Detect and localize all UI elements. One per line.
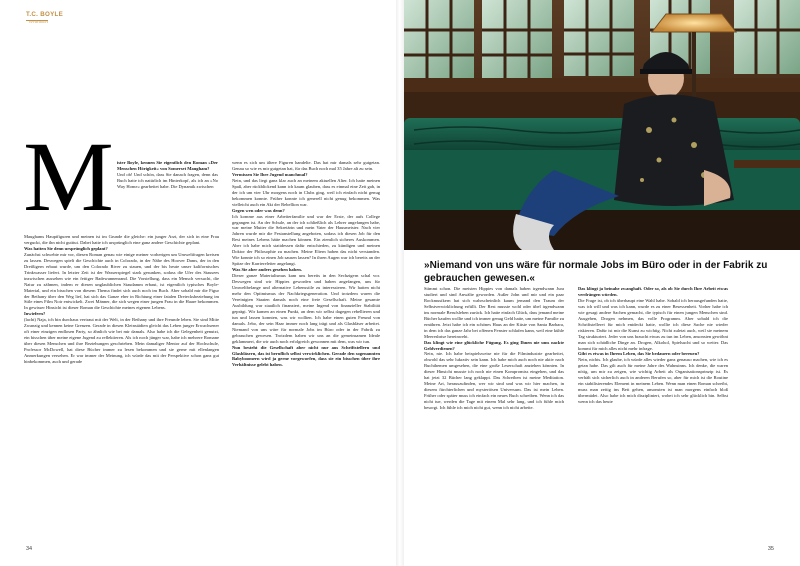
interview-answer: Maughams Hauptfiguren und meinen ist im Grunde die gleiche: ein junger Arzt, der sich in eine Frau verguckt, die ihn nicht gutttut. Dabei hatte ich ursprünglich eine ganz andere Geschichte geplant. [24,234,219,245]
intro-column [117,160,218,234]
window-panes [404,0,800,80]
column-left-2 [232,160,380,540]
interview-question: Nun besteht die Gesellschaft aber nicht nur aus Schriftstellern und Glasbläsern, das ist beruflich selbst verwirklichen. Gerade den sogenannten Babyboomern wird ja gerne vorgeworfen, dass sie ein bisschen über ihre Verhältnisse gelebt haben. [232,344,380,368]
interview-answer: (lacht) Naja, ich bin durchaus vertraut mit der Welt, in der Bethany und ihre Freunde leben. Sie sind Mitte Zwanzig und kennen keine Grenzen. Gerade in diesen Kleinstädten gleicht das Leben junger Erwachsener oft einer einzigen endlosen Party, so ähnlich wie bei mir damals. Also habe ich die Gelegenheit genutzt, ein bisschen über meine eigene Jugend zu reflektieren. Als ich noch jünger war, habe ich mehrere Romane über diesen Menschen und ihre Beziehungen geschrieben. Mein damaliger Mentor auf der Hochschule, Professor McDowell, hat diese Bücher immer zu lesen bekommen und sie gerne mit ellenlangen Anmerkungen versehen. Er war immer der Meinung, ich würde das mit der Perspektive schon ganz gut hinbekommen, auch und gerade [24,317,219,365]
interview-answer: Ich komme aus einer Arbeiterfamilie und war der Erste, der aufs College gegangen ist. An der Schule, an der ich schließlich als Lehrer angefangen habe, war meine Mutter die Sekretärin und mein Vater der Hausmeister. Nach vier Jahren wurde mir die Festanstellung angeboten, sodass ich diesen Job für den Rest meines Lebens hätte machen können. Ein ziemlich sicheres Auskommen. Aber ich habe mich stattdessen dafür entschieden, zu kündigen und meinen Doktor der Philosophie zu machen. Meine Eltern haben das nicht verstanden. Wie konnte ich so einen Job sausen lassen? In ihren Augen war ich bereits an der Spitze der Karriereleiter angelangt. [232,213,380,267]
interview-question: Das klingt ja beinahe zwanghaft. Oder so, als ob Sie durch Ihre Arbeit etwas verdrängen würden. [578,286,728,297]
interview-answer: Nein, nie. Ich habe beispielsweise nie für die Filmindustrie gearbeitet, obwohl das sehr lukrativ sein kann. Ich habe mich auch noch nie aktiv nach Buchthemen umgesehen, die eine große Leserschaft anziehen könnten. In dieser Hinsicht musste ich noch nie einen Kompromiss eingehen, und das hat jetzt 32 Bücher lang geklappt. Das Schreiben ist meine Meditation. Meine Art, herauszufinden, wer wir sind und was wir hier machen, in diesem fürchterlichen und mysteriösen Universum. Das ist mein Leben. Früher oder später muss ich einfach ein neues Buch schreiben. Wenn ich das nicht tue, werden die Tage mit einem Mal sehr lang, und ich fühle mich besorgt. Ich fühle ich mich nicht gut, wenn ich nicht arbeite. [424,351,564,411]
column-right-1 [424,286,564,544]
interview-question: Inwiefern? [24,311,46,317]
interview-question: Vermissen Sie Ihre Jugend manchmal? [232,171,308,177]
section-label: T.C. BOYLE [26,11,64,18]
interview-answer: Zunächst schwebte mir vor, diesen Roman genau wie einige meiner vorherigen um Umweltfragen kreisen zu lassen. Deswegen spielt die Geschichte auch in Colorado, in der Nähe des Hoover Dams, der in den Dreißigern erbaut wurde, um den Colorado River zu stauen, und der bis heute unser kalifornisches Trinkwasser liefert. In letzter Zeit ist der Wasserspiegel stark gesunken, sodass die Ufer des Stausees inzwischen aussehen wie ein fettiger Badewannenrand. Die Vorstellung, dass ein Mensch versucht, die Natur zu zähmen, indem er diesen unglaublichen Staudamm erbaut, ist eigentlich typisches Boyle-Material, und ein bisschen von diesem Thema findet sich auch noch im Buch. Aber sobald mir die Figur der Bethany über den Weg lief, hat sich das Ganze eher in Richtung einer fatalen Dreiecksbeziehung im Stile eines Film Noir entwickelt. Zwei Männer, die sich wegen einer jungen Frau in die Haare bekommen. In gewisser Hinsicht ist dieser Roman die Geschichte meines eigenen Lebens. [24,251,219,311]
page-number-right: 35 [767,546,774,552]
column-left-1 [24,234,219,539]
interview-answer: Dieser ganze Materialismus kam uns bereits in den Sechzigern schal vor. Deswegen sind wir Hippies geworden und haben angefangen, uns für Umweltbelange und alternative Lebensstile zu interessieren. Wir hatten nicht mehr den Optimismus der Nachkriegsgeneration. Und trotzdem waren die Vereinigten Staaten damals noch eine freie Gesellschaft. Meine gesamte Ausbildung war staatlich finanziert, meine Ingend von finanzieller Stabilität geprägt. Wir kamen an einen Punkt, an dem wir selbst dagegen rebellieren und tun und lassen konnten, was wir wollten. Ich habe einen guten Freund von damals. Jebo, der sein Haar immer noch lang trägt und als Glasbläser arbeitet. Niemand von uns wäre für normale Jobs im Büro oder in der Fabrik zu gebrauchen gewesen. Trotzdem haben wir uns an die gemeinsamen Ideale geklammert, die wir auch noch erfolgreich gewonnen mit dem, was wir tun. [232,273,380,344]
pull-quote: »Niemand von uns wäre für normale Jobs im Büro oder in der Fabrik zu gebrauchen gewesen.« [424,260,768,285]
section-swash: verdrahtet [29,19,48,24]
intro-answer: Und ob! Und schön, dass Sie danach fragen, denn das Buch hatte ich natürlich im Hinterkopf, als ich an »No Way Home« gearbeitet habe. Die Dynamik zwischen [117,171,218,189]
interview-answer: Nein, und das liegt ganz klar auch an meinem aktuellen Alter. Ich hatte meinen Spaß, aber rückblickend kann ich kaum glauben, dass es einmal eine Zeit gab, in der ich um vier Uhr morgens noch in Clubs ging, weil ich einfach nicht genug bekommen konnte. Früher konnte ich generell nicht genug bekommen. Was vielleicht auch ein Akt der Rebellion war. [232,177,380,207]
interview-question: Was hatten Sie denn ursprünglich geplant? [24,245,108,251]
drop-cap: M [23,121,114,232]
interview-question: Gegen wen oder was denn? [232,207,285,213]
interview-question: Das klingt wie eine glückliche Fügung. Es ging Ihnen nie ums nackte Geldverdienen? [424,339,564,351]
interview-question: Was Sie aber anders gesehen haben. [232,267,302,273]
column-right-2 [578,286,728,544]
interview-answer: wenn es sich um ältere Figuren handelte. Das hat mir damals sehr gutgetan. Genau so wie es mir gutgetan hat, für das Buch noch mal 35 Jahre alt zu sein. [232,160,380,171]
interview-answer: Die Frage ist, ob ich überhaupt eine Wahl habe. Sobald ich herausgefunden hatte, was ich will und was ich kann, wurde es zu einer Besessenheit. Vorher habe ich wie gesagt andere Sachen gemacht, die typisch für einen jungen Menschen sind. Ausgehen, Drogen nehmen, das volle Programm. Aber sobald ich die Schriftstellerei für mich entdeckt hatte, wollte ich diese Sache nie wieder riskieren. Dafür ist mir die Kunst zu wichtig. Nicht zuletzt auch, weil sie meinem Tag strukturiert. Jeder von uns braucht etwas zu tun im Leben, ansonsten gewöhnt man sich schädliche Dinge an. Drogen, Alkohol, Spielsucht und so weiter. Das kommt für mich alles nicht mehr infrage. [578,297,728,351]
page-gutter [396,0,404,566]
interview-answer: Stimmt schon. Die meisten Hippies von damals haben irgendwann Jura studiert und sind Anwälte geworden. Außer John und mir und ein paar Rockmusikern hat sich wahrscheinlich kaum jemand den Traum der Selbstverwirklichung erfüllt. Der Rest musste wohl oder übel irgendwann ins normale Berufsleben zurück. Ich hatte einfach Glück, dass jemand meine Bücher kaufen wollte und ich immer genug Geld hatte, um meine Familie zu ernähren. Jetzt habe ich ein schönes Haus an der Küste von Santa Barbara, in dem ich das ganze Jahr bei offenen Fenster schlafen kann, weil eine kühle Meeresbrise hereinweht. [424,286,564,339]
interview-answer: Nein, nichts. Ich glaube, ich würde alles wieder ganz genauso machen, wie ich es getan habe. Das gilt auch für meine Jahre des Wahnsinns. Ich denke, die waren nötig, um mir zu zeigen, wie wichtig Arbeit als Organisationsprinzip ist. Es verhält sich sicherlich auch in anderen Berufen so, aber für mich ist die Routine ein stabilisierendes Element in meinem Leben. Wenn man einen Roman schreibt, muss man zeitig ins Bett gehen, ansonsten ist man morgens einfach bloß übermüdet. Also habe ich mich diszipliniert, wobei ich sehr glücklich bin. Selbst wenn ich das heute [578,357,728,405]
page-number-left: 34 [26,546,33,552]
green-sofa [404,118,800,250]
intro-question: ister Boyle, kennen Sie eigentlich den Roman »Der Menschen Hörigkeit« von Somerset Maugham? [117,160,218,171]
portrait-photo [404,0,800,250]
interview-question: Gibt es etwas in Ihrem Leben, das Sie bedauern oder bereuen? [578,351,700,357]
